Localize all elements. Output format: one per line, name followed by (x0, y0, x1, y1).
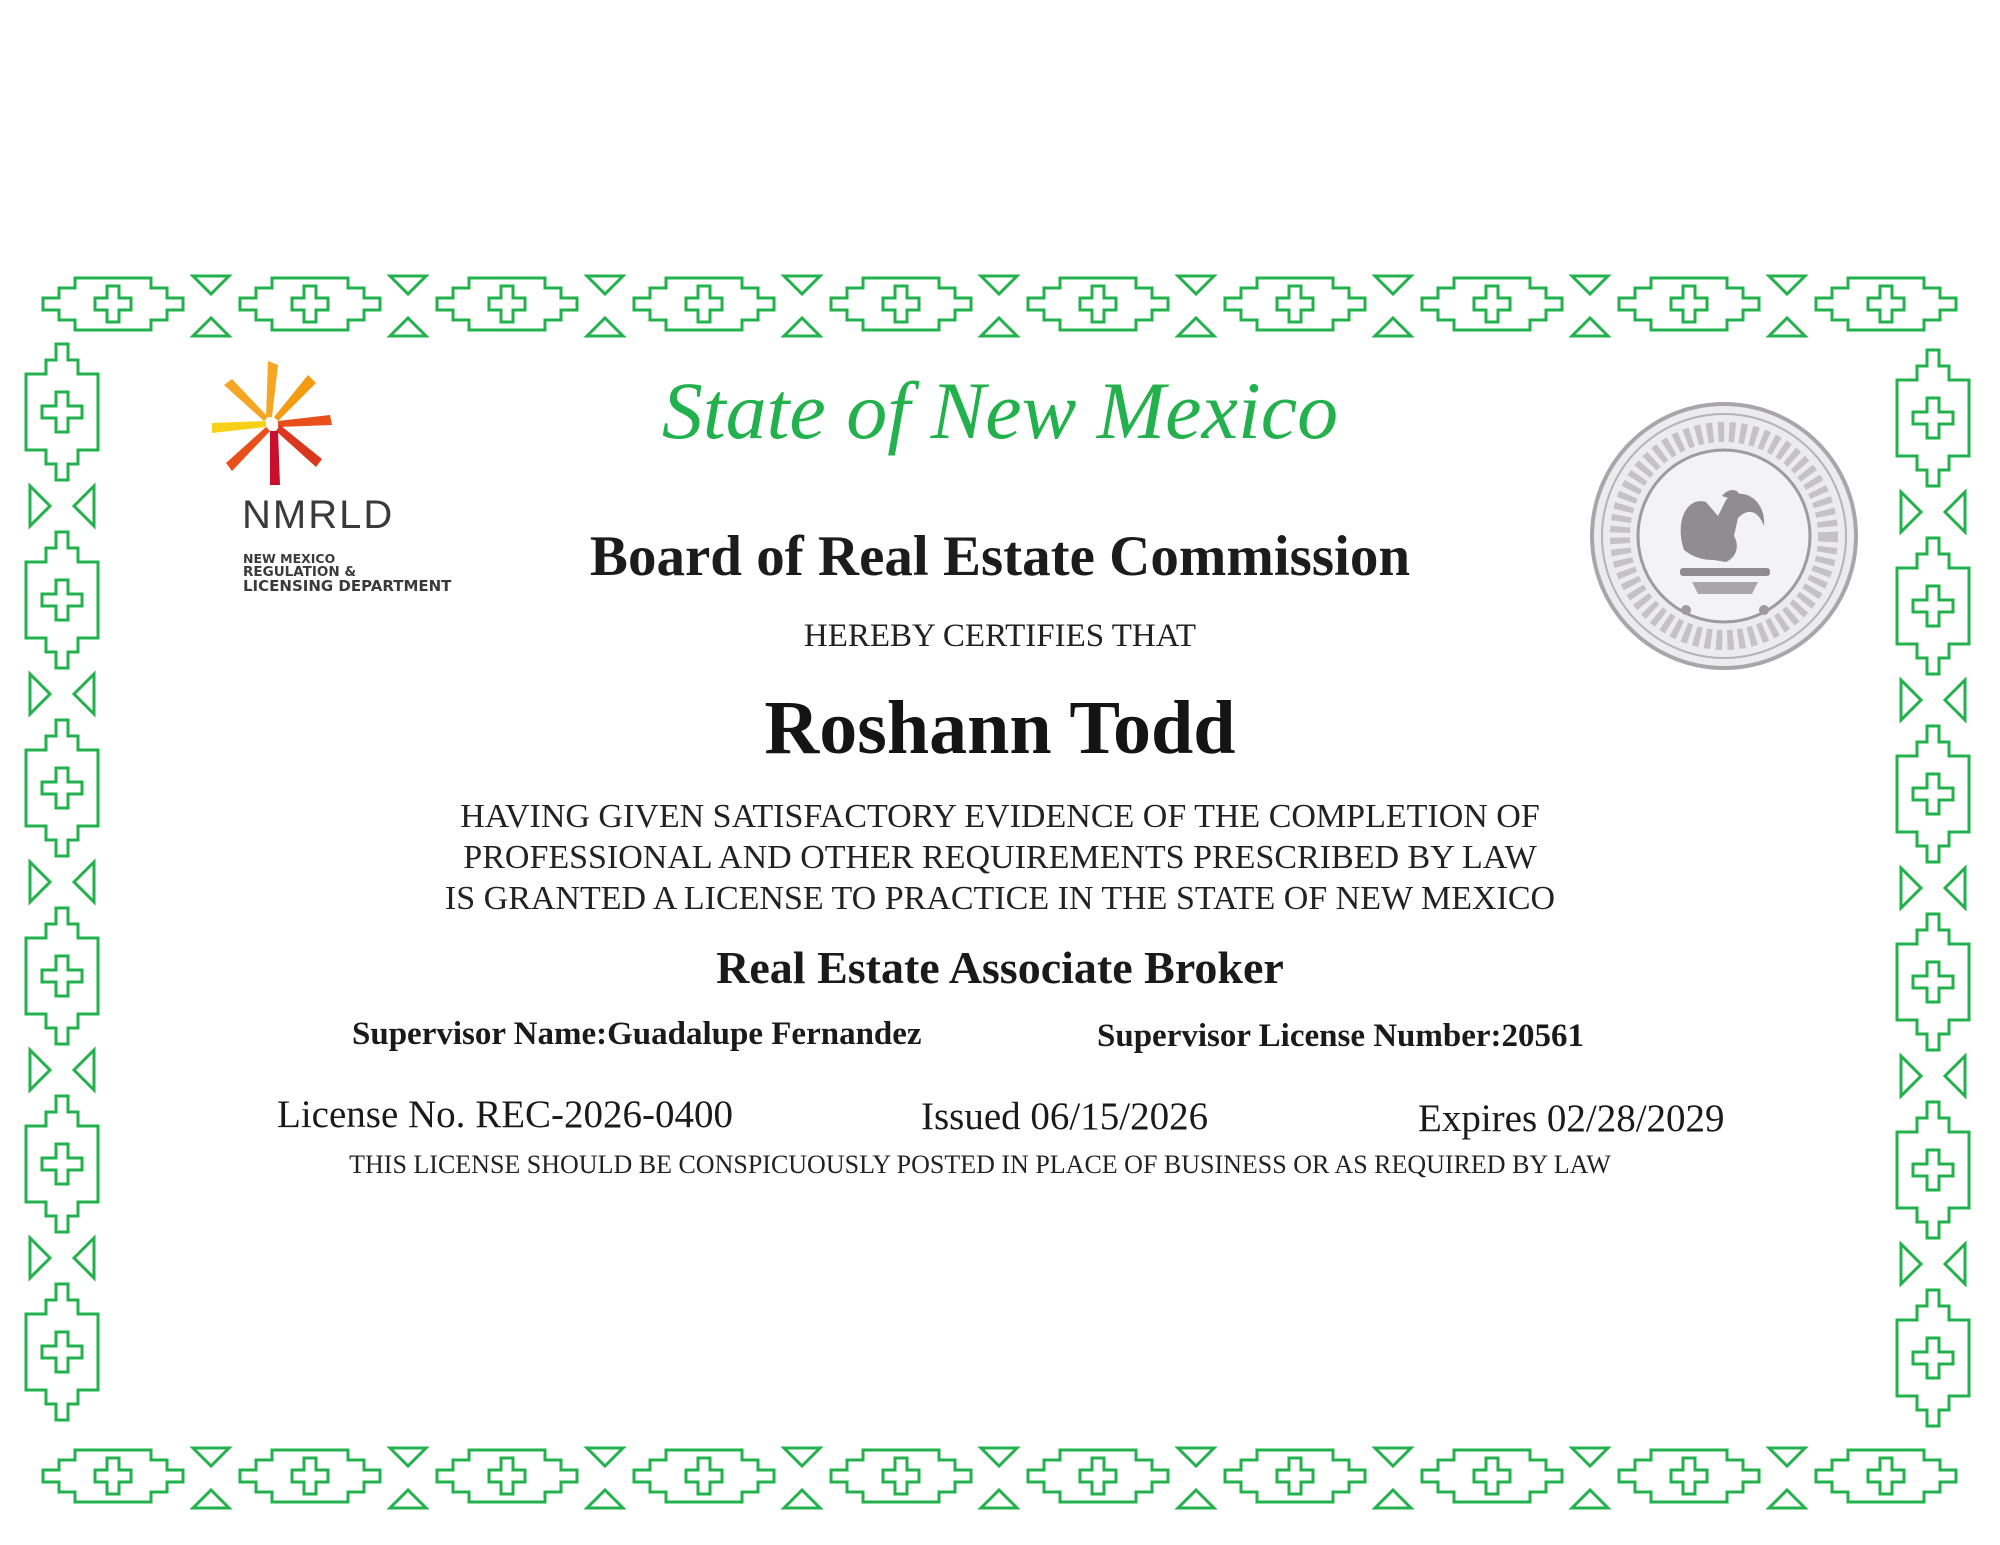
border-cross-icon (1080, 286, 1116, 322)
license-type: Real Estate Associate Broker (716, 942, 1284, 993)
border-cross-icon (1671, 286, 1707, 322)
border-cross-icon (42, 1332, 82, 1372)
license-number-row (277, 1095, 733, 1134)
expires-date: 02/28/2029 (1546, 1097, 1725, 1140)
issued-row (921, 1097, 1208, 1136)
supervisor-name: Guadalupe Fernandez (607, 1016, 922, 1052)
border-cross-icon (686, 286, 722, 322)
border-triangle-icon (587, 318, 623, 336)
border-cross-icon (1277, 1458, 1313, 1494)
border-triangle-icon (193, 1448, 229, 1466)
border-triangle-icon (981, 1490, 1017, 1508)
border-triangle-icon (1375, 276, 1411, 294)
supervisor-name-label: Supervisor Name: (352, 1016, 608, 1052)
border-triangle-icon (193, 1490, 229, 1508)
supervisor-name-row (352, 1018, 922, 1051)
border-cross-icon (883, 1458, 919, 1494)
border-triangle-icon (74, 1050, 94, 1090)
border-cross-icon (42, 580, 82, 620)
border-triangle-icon (1178, 276, 1214, 294)
border-cross-icon (95, 286, 131, 322)
border-bottom-pattern (43, 1448, 1956, 1508)
border-triangle-icon (981, 276, 1017, 294)
border-triangle-icon (1901, 1244, 1921, 1284)
border-triangle-icon (1769, 1448, 1805, 1466)
border-triangle-icon (390, 276, 426, 294)
border-triangle-icon (390, 1490, 426, 1508)
posting-notice: THIS LICENSE SHOULD BE CONSPICUOUSLY POSTED IN PLACE OF BUSINESS OR AS REQUIRED BY LAW (349, 1150, 1611, 1179)
border-triangle-icon (587, 276, 623, 294)
border-triangle-icon (1178, 318, 1214, 336)
border-triangle-icon (981, 1448, 1017, 1466)
border-triangle-icon (390, 318, 426, 336)
border-triangle-icon (1901, 1056, 1921, 1096)
border-triangle-icon (1945, 1056, 1965, 1096)
border-triangle-icon (30, 486, 50, 526)
logo-dept-line: NEW MEXICO (243, 551, 336, 566)
certificate-title: State of New Mexico (661, 365, 1339, 456)
expires-row (1418, 1099, 1725, 1138)
border-cross-icon (292, 286, 328, 322)
border-triangle-icon (30, 1050, 50, 1090)
requirement-line: IS GRANTED A LICENSE TO PRACTICE IN THE STATE OF NEW MEXICO (444, 880, 1556, 917)
requirement-line: HAVING GIVEN SATISFACTORY EVIDENCE OF THE COMPLETION OF (460, 798, 1540, 835)
border-cross-icon (1277, 286, 1313, 322)
supervisor-license-row (1097, 1020, 1584, 1053)
border-top-pattern (43, 276, 1956, 336)
border-triangle-icon (587, 1448, 623, 1466)
border-cross-icon (1913, 1338, 1953, 1378)
logo-dept-line: LICENSING DEPARTMENT (243, 577, 452, 596)
border-triangle-icon (1572, 318, 1608, 336)
border-triangle-icon (1769, 318, 1805, 336)
border-triangle-icon (1572, 1448, 1608, 1466)
border-cross-icon (489, 1458, 525, 1494)
border-cross-icon (1080, 1458, 1116, 1494)
license-number: REC-2026-0400 (475, 1093, 734, 1136)
issued-label: Issued (921, 1095, 1021, 1138)
border-triangle-icon (1901, 492, 1921, 532)
border-triangle-icon (784, 276, 820, 294)
border-cross-icon (1474, 1458, 1510, 1494)
border-triangle-icon (390, 1448, 426, 1466)
border-triangle-icon (1769, 1490, 1805, 1508)
supervisor-license-number: 20561 (1501, 1018, 1585, 1054)
border-triangle-icon (1375, 1448, 1411, 1466)
border-cross-icon (1474, 286, 1510, 322)
border-motif (1897, 1290, 1969, 1426)
border-cross-icon (883, 286, 919, 322)
licensee-name: Roshann Todd (764, 686, 1236, 770)
border-motif (26, 1284, 98, 1420)
border-triangle-icon (587, 1490, 623, 1508)
border-triangle-icon (1945, 1244, 1965, 1284)
requirement-line: PROFESSIONAL AND OTHER REQUIREMENTS PRESCRIBED BY LAW (463, 839, 1537, 876)
border-cross-icon (686, 1458, 722, 1494)
logo-dept-line: REGULATION & (243, 564, 357, 581)
border-triangle-icon (1572, 276, 1608, 294)
border-triangle-icon (193, 276, 229, 294)
border-triangle-icon (1375, 1490, 1411, 1508)
border-triangle-icon (30, 1238, 50, 1278)
supervisor-license-label: Supervisor License Number: (1097, 1018, 1502, 1054)
border-cross-icon (1868, 286, 1904, 322)
border-triangle-icon (74, 1238, 94, 1278)
border-triangle-icon (193, 318, 229, 336)
border-triangle-icon (1375, 318, 1411, 336)
certifies-statement: HEREBY CERTIFIES THAT (803, 618, 1197, 654)
issued-date: 06/15/2026 (1030, 1095, 1209, 1138)
board-name: Board of Real Estate Commission (589, 525, 1411, 588)
border-cross-icon (292, 1458, 328, 1494)
border-triangle-icon (74, 486, 94, 526)
border-cross-icon (1671, 1458, 1707, 1494)
border-triangle-icon (1572, 1490, 1608, 1508)
expires-label: Expires (1418, 1097, 1538, 1140)
border-triangle-icon (1178, 1448, 1214, 1466)
border-cross-icon (95, 1458, 131, 1494)
border-triangle-icon (1769, 276, 1805, 294)
border-cross-icon (489, 286, 525, 322)
border-triangle-icon (784, 318, 820, 336)
border-cross-icon (1868, 1458, 1904, 1494)
license-number-label: License No. (277, 1093, 466, 1136)
border-triangle-icon (784, 1490, 820, 1508)
border-triangle-icon (1945, 492, 1965, 532)
border-triangle-icon (1178, 1490, 1214, 1508)
border-triangle-icon (981, 318, 1017, 336)
border-triangle-icon (784, 1448, 820, 1466)
logo-wordmark: NMRLD (242, 493, 395, 537)
